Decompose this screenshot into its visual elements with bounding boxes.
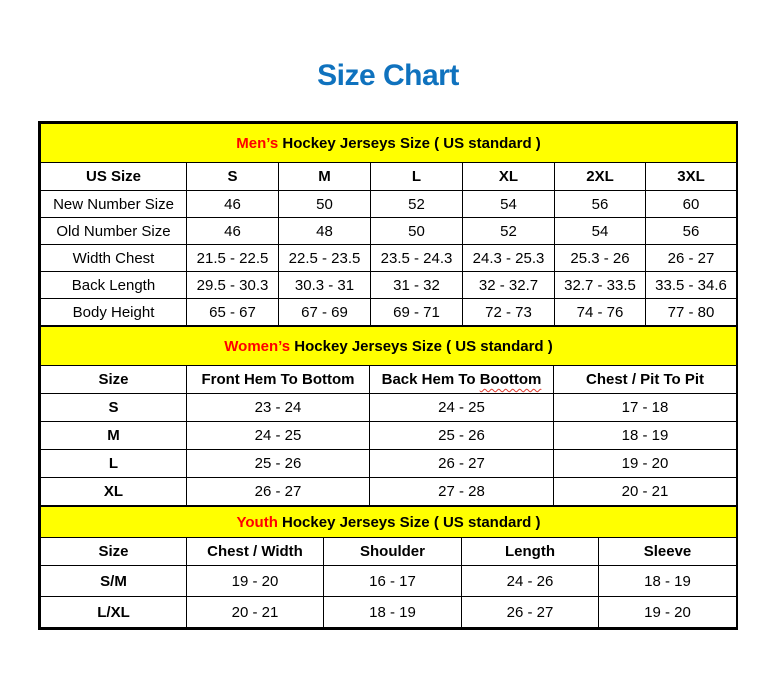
men-column-header: 3XL (646, 163, 737, 191)
men-size-value: 54 (555, 218, 646, 245)
youth-row-label: S/M (41, 566, 187, 597)
women-size-table (40, 326, 737, 506)
men-size-value: 72 - 73 (463, 299, 555, 326)
men-size-value: 32 - 32.7 (463, 272, 555, 299)
men-column-header-row (41, 163, 737, 191)
women-size-value: 26 - 27 (370, 450, 554, 478)
women-size-value: 20 - 21 (554, 478, 737, 506)
table-row (41, 245, 737, 272)
youth-size-value: 19 - 20 (599, 597, 737, 628)
men-row-label: Old Number Size (41, 218, 187, 245)
misspelled-word: Boottom (479, 371, 542, 388)
women-column-header: Front Hem To Bottom (187, 366, 370, 394)
men-size-value: 46 (187, 191, 279, 218)
women-row-label: S (41, 394, 187, 422)
table-row (41, 422, 737, 450)
women-column-header: Back Hem To Boottom (370, 366, 554, 394)
men-column-header: L (371, 163, 463, 191)
women-column-header: Chest / Pit To Pit (554, 366, 737, 394)
table-row (41, 478, 737, 506)
men-size-value: 21.5 - 22.5 (187, 245, 279, 272)
youth-size-table (40, 506, 737, 628)
men-size-value: 54 (463, 191, 555, 218)
men-size-value: 32.7 - 33.5 (555, 272, 646, 299)
men-size-table (40, 123, 737, 326)
men-row-label: Width Chest (41, 245, 187, 272)
men-column-header: US Size (41, 163, 187, 191)
youth-size-value: 20 - 21 (187, 597, 324, 628)
table-row (41, 191, 737, 218)
youth-size-value: 24 - 26 (462, 566, 599, 597)
men-size-value: 24.3 - 25.3 (463, 245, 555, 272)
youth-size-value: 16 - 17 (324, 566, 462, 597)
women-size-value: 26 - 27 (187, 478, 370, 506)
youth-section-title-highlight: Youth (236, 513, 278, 531)
men-size-value: 50 (371, 218, 463, 245)
table-row (41, 299, 737, 326)
women-row-label: M (41, 422, 187, 450)
men-size-value: 52 (463, 218, 555, 245)
men-section-band-row (41, 124, 737, 163)
women-size-value: 17 - 18 (554, 394, 737, 422)
women-size-value: 19 - 20 (554, 450, 737, 478)
women-size-value: 24 - 25 (370, 394, 554, 422)
men-size-value: 30.3 - 31 (279, 272, 371, 299)
men-row-label: New Number Size (41, 191, 187, 218)
women-section-title (41, 327, 737, 366)
men-size-value: 29.5 - 30.3 (187, 272, 279, 299)
youth-size-value: 18 - 19 (324, 597, 462, 628)
men-size-value: 52 (371, 191, 463, 218)
youth-column-header-row (41, 538, 737, 566)
men-row-label: Back Length (41, 272, 187, 299)
men-size-value: 67 - 69 (279, 299, 371, 326)
men-row-label: Body Height (41, 299, 187, 326)
youth-column-header: Chest / Width (187, 538, 324, 566)
women-section-title-text: Hockey Jerseys Size ( US standard ) (290, 337, 553, 355)
women-size-value: 25 - 26 (370, 422, 554, 450)
men-size-value: 56 (555, 191, 646, 218)
men-size-value: 48 (279, 218, 371, 245)
men-size-value: 46 (187, 218, 279, 245)
women-column-header: Size (41, 366, 187, 394)
youth-section-band-row (41, 507, 737, 538)
women-row-label: XL (41, 478, 187, 506)
men-size-value: 74 - 76 (555, 299, 646, 326)
women-row-label: L (41, 450, 187, 478)
men-column-header: XL (463, 163, 555, 191)
men-size-value: 33.5 - 34.6 (646, 272, 737, 299)
table-row (41, 566, 737, 597)
youth-size-value: 19 - 20 (187, 566, 324, 597)
men-size-value: 22.5 - 23.5 (279, 245, 371, 272)
table-row (41, 394, 737, 422)
men-size-value: 56 (646, 218, 737, 245)
women-section-band-row (41, 327, 737, 366)
youth-section-title (41, 507, 737, 538)
men-column-header: S (187, 163, 279, 191)
men-section-title-text: Hockey Jerseys Size ( US standard ) (278, 134, 541, 152)
men-size-value: 60 (646, 191, 737, 218)
youth-size-value: 18 - 19 (599, 566, 737, 597)
men-section-title (41, 124, 737, 163)
size-chart (38, 121, 738, 630)
youth-column-header: Shoulder (324, 538, 462, 566)
women-section-title-highlight: Women’s (224, 337, 291, 355)
youth-row-label: L/XL (41, 597, 187, 628)
women-size-value: 25 - 26 (187, 450, 370, 478)
table-row (41, 218, 737, 245)
page-title: Size Chart (317, 59, 459, 92)
youth-section-title-text: Hockey Jerseys Size ( US standard ) (277, 513, 541, 531)
men-size-value: 23.5 - 24.3 (371, 245, 463, 272)
men-column-header: 2XL (555, 163, 646, 191)
women-size-value: 24 - 25 (187, 422, 370, 450)
men-size-value: 65 - 67 (187, 299, 279, 326)
men-size-value: 31 - 32 (371, 272, 463, 299)
youth-size-value: 26 - 27 (462, 597, 599, 628)
women-column-header-row (41, 366, 737, 394)
women-size-value: 27 - 28 (370, 478, 554, 506)
men-column-header: M (279, 163, 371, 191)
table-row (41, 272, 737, 299)
table-row (41, 597, 737, 628)
men-size-value: 69 - 71 (371, 299, 463, 326)
youth-column-header: Size (41, 538, 187, 566)
men-size-value: 77 - 80 (646, 299, 737, 326)
men-size-value: 26 - 27 (646, 245, 737, 272)
men-size-value: 50 (279, 191, 371, 218)
youth-column-header: Sleeve (599, 538, 737, 566)
women-size-value: 23 - 24 (187, 394, 370, 422)
men-section-title-highlight: Men’s (236, 134, 279, 152)
men-size-value: 25.3 - 26 (555, 245, 646, 272)
women-size-value: 18 - 19 (554, 422, 737, 450)
youth-column-header: Length (462, 538, 599, 566)
table-row (41, 450, 737, 478)
